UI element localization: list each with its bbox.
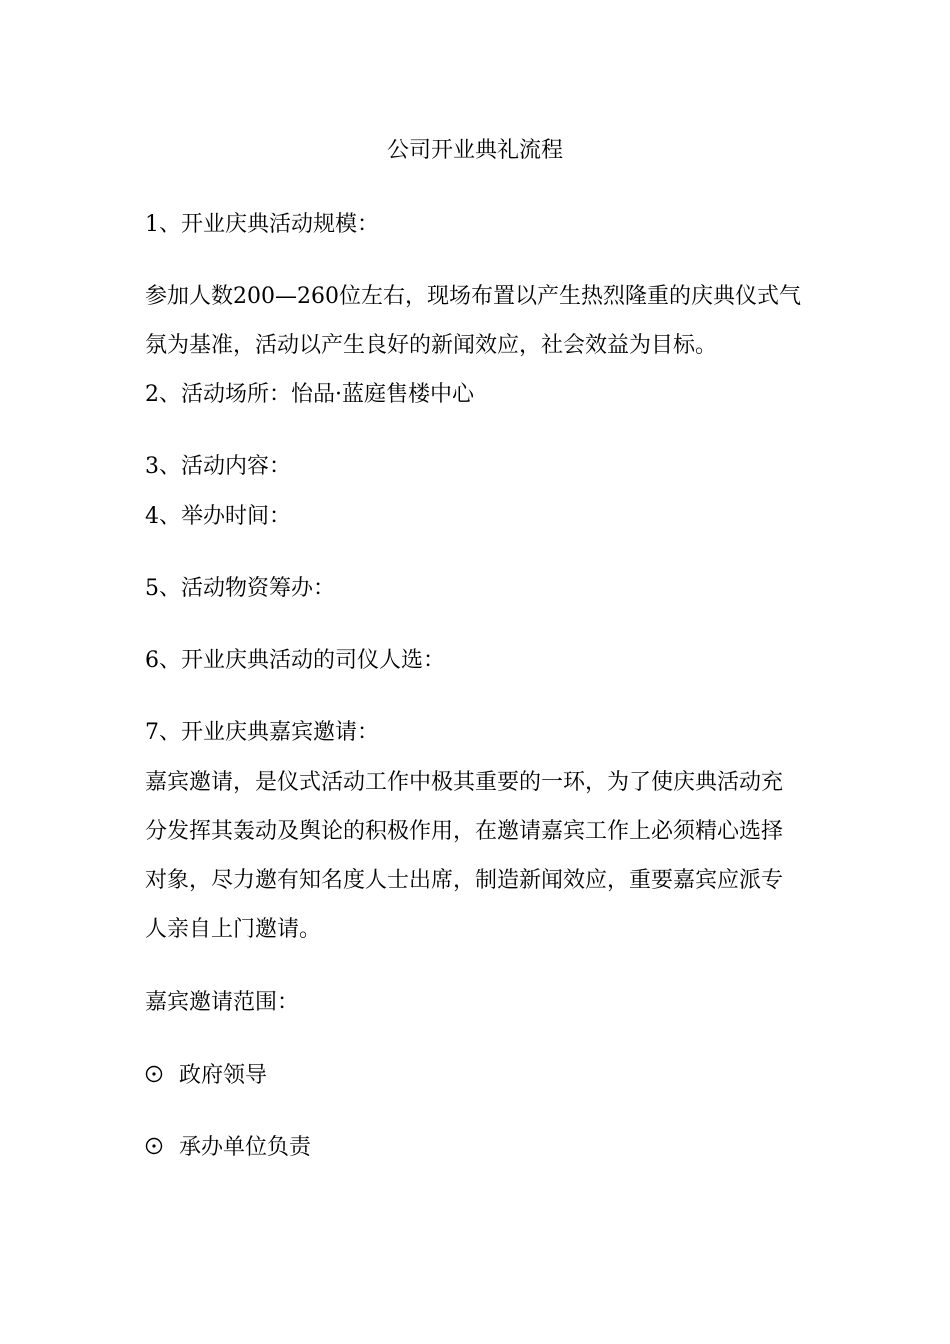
- list-item-label: 承办单位负责: [179, 1135, 312, 1160]
- section-7-heading: 7、开业庆典嘉宾邀请：: [145, 720, 379, 745]
- section-7-paragraph-line-1: 嘉宾邀请，是仪式活动工作中极其重要的一环，为了使庆典活动充: [145, 770, 784, 795]
- guest-scope-heading: 嘉宾邀请范围：: [145, 990, 300, 1015]
- section-3-heading: 3、活动内容：: [145, 454, 291, 479]
- section-1-heading: 1、开业庆典活动规模：: [145, 212, 379, 237]
- circled-dot-icon: [145, 1135, 167, 1157]
- page-title: 公司开业典礼流程: [386, 138, 563, 163]
- section-5-heading: 5、活动物资筹办：: [145, 576, 335, 601]
- circled-dot-icon: [145, 1063, 167, 1085]
- list-item-label: 政府领导: [179, 1063, 268, 1088]
- list-item: [145, 1133, 311, 1163]
- section-7-paragraph-line-4: 人亲自上门邀请。: [145, 917, 322, 942]
- section-2-heading: 2、活动场所：怡品·蓝庭售楼中心: [145, 382, 474, 407]
- list-item: [145, 1061, 267, 1091]
- section-1-paragraph-line-1: 参加人数200—260位左右，现场布置以产生热烈隆重的庆典仪式气: [145, 284, 801, 309]
- section-6-heading: 6、开业庆典活动的司仪人选：: [145, 648, 445, 673]
- section-1-paragraph-line-2: 氛为基准，活动以产生良好的新闻效应，社会效益为目标。: [145, 333, 718, 358]
- section-7-paragraph-line-2: 分发挥其轰动及舆论的积极作用，在邀请嘉宾工作上必须精心选择: [145, 819, 784, 844]
- section-4-heading: 4、举办时间：: [145, 504, 291, 529]
- section-7-paragraph-line-3: 对象，尽力邀有知名度人士出席，制造新闻效应，重要嘉宾应派专: [145, 868, 784, 893]
